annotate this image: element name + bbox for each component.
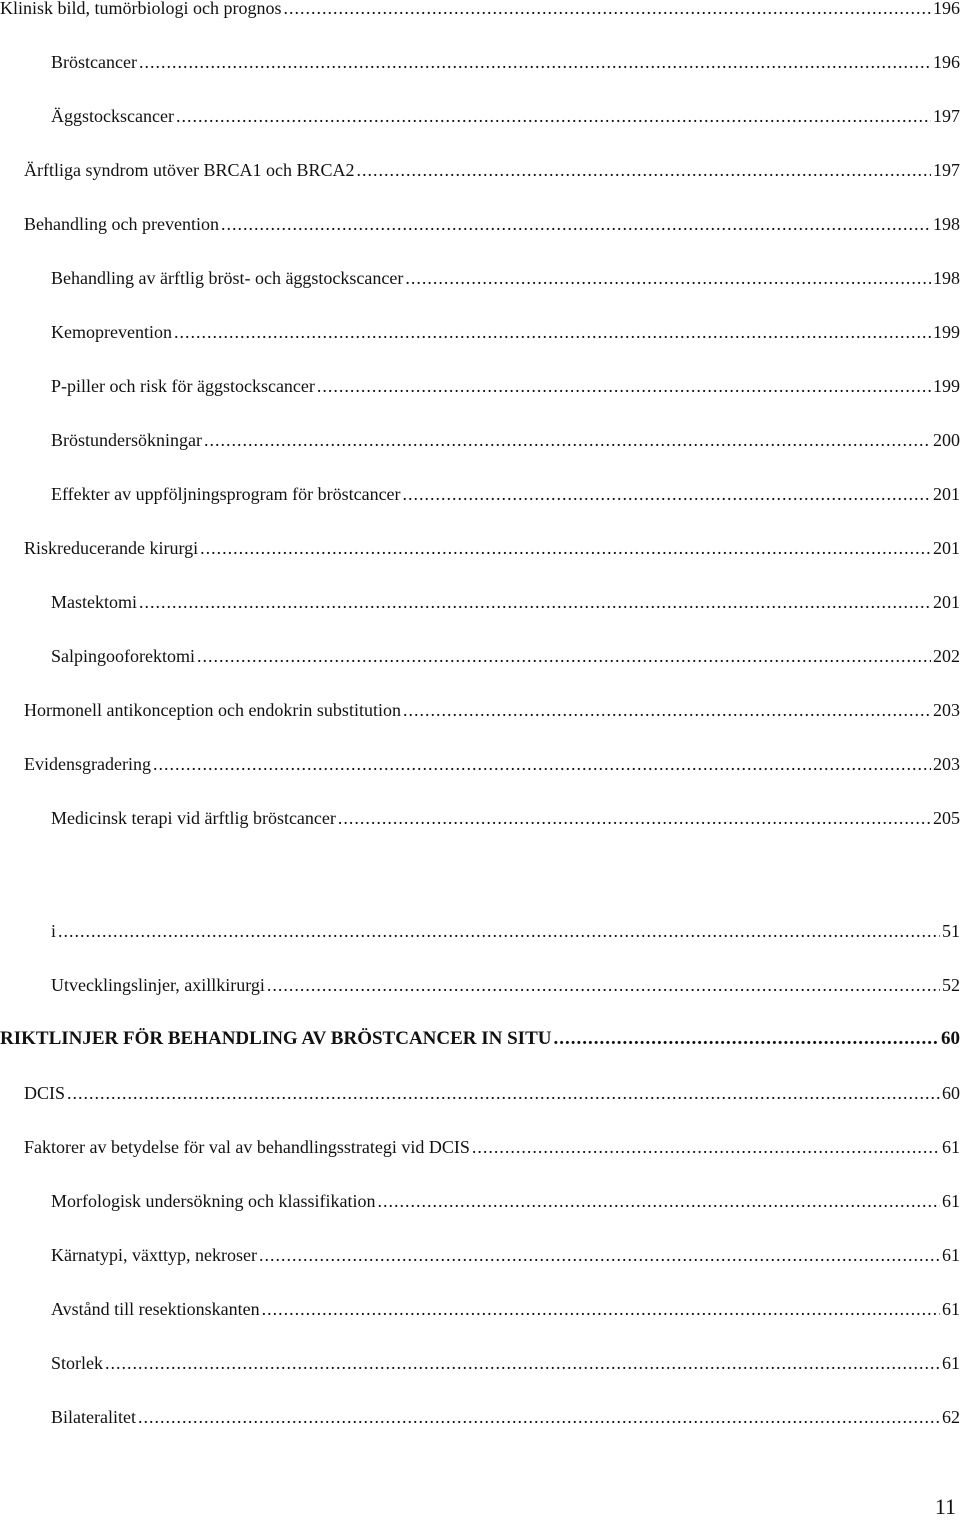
- toc-entry[interactable]: [51, 919, 960, 943]
- toc-entry[interactable]: [24, 212, 960, 236]
- toc-entry-label: Behandling och prevention: [24, 214, 219, 234]
- toc-entry[interactable]: [51, 482, 960, 506]
- toc-entry[interactable]: [0, 0, 960, 20]
- toc-entry-label: Behandling av ärftlig bröst- och äggstockscancer: [51, 268, 404, 288]
- toc-entry-page: 61: [942, 1353, 960, 1373]
- dot-leader: [553, 1027, 939, 1051]
- dot-leader: [139, 590, 931, 614]
- toc-entry-page: 60: [941, 1028, 960, 1049]
- dot-leader: [176, 104, 931, 128]
- toc-entry-label: P-piller och risk för äggstockscancer: [51, 376, 315, 396]
- toc-entry[interactable]: [51, 644, 960, 668]
- toc-entry[interactable]: [24, 698, 960, 722]
- toc-entry[interactable]: [24, 752, 960, 776]
- toc-entry-label: Hormonell antikonception och endokrin substitution: [24, 700, 401, 720]
- dot-leader: [472, 1135, 940, 1159]
- toc-entry-label: Medicinsk terapi vid ärftlig bröstcancer: [51, 808, 336, 828]
- toc-entry-page: 61: [942, 1299, 960, 1319]
- toc-entry-label: Faktorer av betydelse för val av behandlingsstrategi vid DCIS: [24, 1137, 470, 1157]
- toc-entry-label: Äggstockscancer: [51, 106, 174, 126]
- dot-leader: [138, 1405, 940, 1429]
- toc-entry-page: 198: [933, 268, 960, 288]
- toc-entry-page: 199: [933, 376, 960, 396]
- page-number: 11: [934, 1494, 956, 1519]
- dot-leader: [139, 50, 931, 74]
- toc-entry-label: Kemoprevention: [51, 322, 172, 342]
- toc-entry[interactable]: [51, 374, 960, 398]
- toc-entry-label: Klinisk bild, tumörbiologi och prognos: [0, 0, 282, 18]
- toc-entry-page: 197: [933, 160, 960, 180]
- toc-entry-label: Bilateralitet: [51, 1407, 136, 1427]
- dot-leader: [197, 644, 931, 668]
- dot-leader: [317, 374, 931, 398]
- dot-leader: [357, 158, 932, 182]
- toc-entry-page: 52: [942, 975, 960, 995]
- toc-entry-page: 201: [933, 538, 960, 558]
- toc-entry-page: 196: [933, 52, 960, 72]
- toc-entry-page: 61: [942, 1137, 960, 1157]
- dot-leader: [262, 1297, 940, 1321]
- toc-entry-label: DCIS: [24, 1083, 66, 1103]
- toc-entry[interactable]: [51, 973, 960, 997]
- toc-entry[interactable]: [51, 1189, 960, 1213]
- toc-entry-page: 201: [933, 592, 960, 612]
- dot-leader: [377, 1189, 940, 1213]
- toc-entry-label: Bröstcancer: [51, 52, 137, 72]
- toc-entry-page: 61: [942, 1191, 960, 1211]
- toc-entry-label: Ärftliga syndrom utöver BRCA1 och BRCA2: [24, 160, 355, 180]
- dot-leader: [284, 0, 932, 20]
- toc-entry-label: Avstånd till resektionskanten: [51, 1299, 260, 1319]
- toc-entry-page: 199: [933, 322, 960, 342]
- toc-entry-page: 61: [942, 1245, 960, 1265]
- toc-entry-label: Salpingooforektomi: [51, 646, 195, 666]
- toc-entry[interactable]: [0, 1027, 960, 1051]
- dot-leader: [67, 1081, 940, 1105]
- toc-entry-page: 203: [933, 754, 960, 774]
- dot-leader: [174, 320, 931, 344]
- toc-entry-label: Evidensgradering: [24, 754, 151, 774]
- toc-entry[interactable]: [24, 158, 960, 182]
- toc-entry-label: Bröstundersökningar: [51, 430, 202, 450]
- dot-leader: [403, 482, 931, 506]
- dot-leader: [405, 266, 931, 290]
- toc-entry[interactable]: [51, 1351, 960, 1375]
- dot-leader: [58, 919, 940, 943]
- toc-entry[interactable]: [51, 806, 960, 830]
- toc-entry[interactable]: [24, 1135, 960, 1159]
- toc-entry-label: Utvecklingslinjer, axillkirurgi: [51, 975, 265, 995]
- toc-entry-page: 200: [933, 430, 960, 450]
- toc-entry-page: 202: [933, 646, 960, 666]
- toc-entry-label: RIKTLINJER FÖR BEHANDLING AV BRÖSTCANCER IN SITU: [0, 1028, 552, 1049]
- toc-entry-page: 62: [942, 1407, 960, 1427]
- toc-entry-page: 203: [933, 700, 960, 720]
- dot-leader: [403, 698, 931, 722]
- toc-entry-label: Mastektomi: [51, 592, 137, 612]
- toc-entry-page: 60: [942, 1083, 960, 1103]
- dot-leader: [153, 752, 931, 776]
- dot-leader: [204, 428, 931, 452]
- toc-entry-label: Riskreducerande kirurgi: [24, 538, 199, 558]
- toc-entry-label: i: [51, 921, 57, 941]
- toc-entry[interactable]: [51, 1297, 960, 1321]
- toc-entry[interactable]: [51, 50, 960, 74]
- toc-entry[interactable]: [51, 1243, 960, 1267]
- toc-entry[interactable]: [24, 536, 960, 560]
- toc-entry-page: 51: [942, 921, 960, 941]
- toc-entry-label: Effekter av uppföljningsprogram för bröstcancer: [51, 484, 401, 504]
- toc-entry-page: 205: [933, 808, 960, 828]
- toc-entry-label: Morfologisk undersökning och klassifikation: [51, 1191, 376, 1211]
- toc-entry[interactable]: [51, 590, 960, 614]
- toc-entry-page: 197: [933, 106, 960, 126]
- toc-entry[interactable]: [24, 1081, 960, 1105]
- dot-leader: [200, 536, 931, 560]
- dot-leader: [259, 1243, 940, 1267]
- toc-entry-page: 198: [933, 214, 960, 234]
- toc-entry[interactable]: [51, 428, 960, 452]
- toc-entry[interactable]: [51, 266, 960, 290]
- toc-entry-label: Storlek: [51, 1353, 103, 1373]
- toc-entry[interactable]: [51, 1405, 960, 1429]
- toc-entry[interactable]: [51, 104, 960, 128]
- dot-leader: [105, 1351, 940, 1375]
- dot-leader: [267, 973, 940, 997]
- toc-entry-label: Kärnatypi, växttyp, nekroser: [51, 1245, 257, 1265]
- toc-entry[interactable]: [51, 320, 960, 344]
- toc-entry-page: 201: [933, 484, 960, 504]
- dot-leader: [338, 806, 931, 830]
- toc-entry-page: 196: [933, 0, 960, 18]
- dot-leader: [221, 212, 931, 236]
